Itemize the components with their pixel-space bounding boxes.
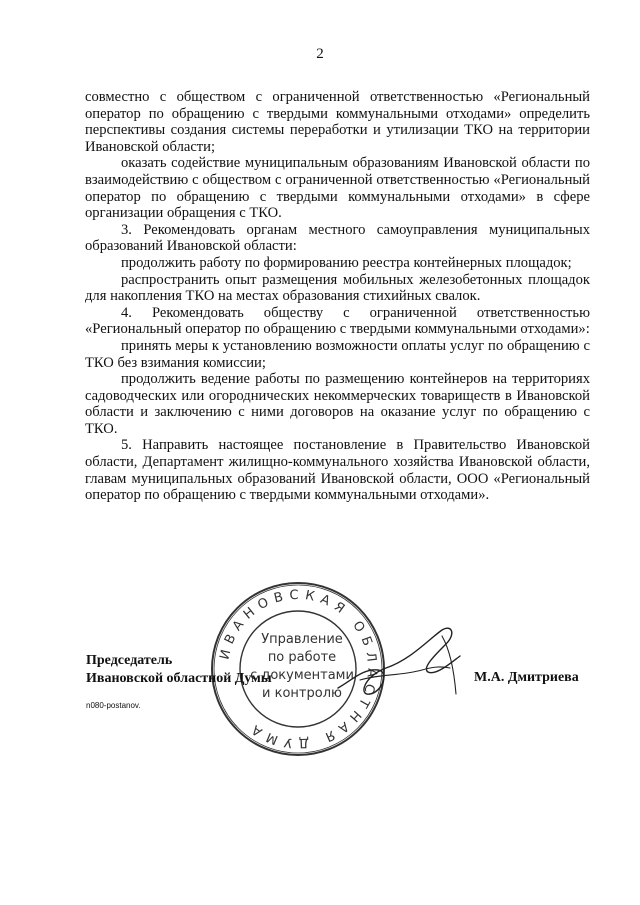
paragraph-5: распространить опыт размещения мобильных железобетонных площадок для накопления ТКО на местах образования стихийных свалок. bbox=[85, 271, 590, 305]
paragraph-3: 3. Рекомендовать органам местного самоуправления муниципальных образований Ивановской области: bbox=[85, 221, 590, 255]
paragraph-1: совместно с обществом с ограниченной ответственностью «Региональный оператор по обращению с твердыми коммунальными отходами» определить перспективы создания системы переработки и утилизации ТКО на территории Ивановской области; bbox=[85, 89, 590, 155]
page-number: 2 bbox=[316, 46, 324, 62]
paragraph-8: продолжить ведение работы по размещению контейнеров на территориях садоводческих или огороднических некоммерческих товариществ в Ивановской области и заключению с ними договоров на оказание услуг по обращению с ТКО. bbox=[85, 371, 590, 437]
file-code: n080-postanov. bbox=[86, 701, 141, 710]
seal-line-1: Управление bbox=[261, 632, 343, 647]
signatory-title-line-1: Председатель bbox=[86, 653, 173, 668]
document-body bbox=[85, 89, 590, 504]
seal-ring-text: ИВАНОВСКАЯ ОБЛАСТНАЯ ДУМА bbox=[217, 587, 380, 751]
signatory-title bbox=[86, 652, 272, 688]
signatory-name: М.А. Дмитриева bbox=[474, 670, 579, 685]
paragraph-2: оказать содействие муниципальным образованиям Ивановской области по взаимодействию с обществом с ограниченной ответственностью «Региональный оператор по обращению с твердыми коммунальными отходами» в сфере организации обращения с ТКО. bbox=[85, 155, 590, 222]
paragraph-6: 4. Рекомендовать обществу с ограниченной ответственностью «Региональный оператор по обращению с твердыми коммунальными отходами»: bbox=[85, 304, 590, 338]
paragraph-4: продолжить работу по формированию реестра контейнерных площадок; bbox=[121, 254, 572, 271]
handwritten-signature bbox=[330, 610, 470, 710]
paragraph-7: принять меры к установлению возможности оплаты услуг по обращению с ТКО без взимания комиссии; bbox=[85, 337, 590, 371]
signatory-title-line-2: Ивановской областной Думы bbox=[86, 671, 272, 686]
seal-line-4: и контролю bbox=[262, 686, 342, 701]
paragraph-9: 5. Направить настоящее постановление в Правительство Ивановской области, Департамент жилищно-коммунального хозяйства Ивановской области, главам муниципальных образований Ивановской области, ООО «Региональный оператор по обращению с твердыми коммунальными отходами». bbox=[85, 437, 590, 504]
seal-line-3: с документами bbox=[250, 668, 354, 683]
seal-line-2: по работе bbox=[267, 650, 337, 665]
